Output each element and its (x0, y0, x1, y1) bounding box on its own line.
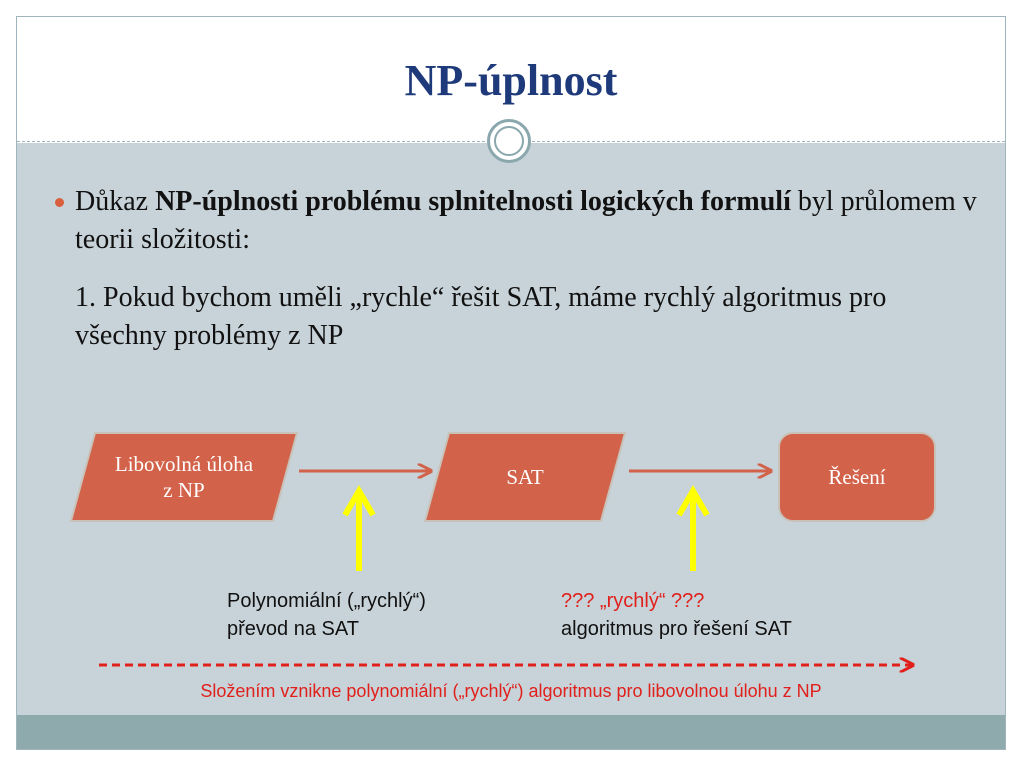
caption-right-line2: algoritmus pro řešení SAT (561, 618, 792, 640)
caption-left-line1: Polynomiální („rychlý“) (227, 590, 426, 612)
bullet-prefix: Důkaz (75, 186, 156, 217)
bullet-bold: NP-úplnosti problému splnitelnosti logických formulí (155, 186, 791, 217)
task-label: Libovolná úloha z NP (114, 452, 254, 502)
slide-title: NP-úplnost (404, 56, 618, 105)
caption-left (227, 587, 426, 643)
caption-right (561, 587, 792, 643)
bullet-suffix: byl průlomem v teorii složitosti: (75, 186, 977, 255)
numbered-point-1: 1. Pokud bychom uměli „rychle“ řešit SAT, máme rychlý algoritmus pro všechny problémy z NP (75, 282, 887, 351)
yellow-arrow-left (345, 491, 373, 571)
caption-right-line1: ??? „rychlý“ ??? (561, 590, 705, 612)
yellow-arrow-right (679, 491, 707, 571)
slide (16, 16, 1006, 750)
sat-label: SAT (506, 465, 544, 489)
caption-left-line2: převod na SAT (227, 618, 359, 640)
footer-band (17, 715, 1005, 749)
solution-label: Řešení (828, 465, 886, 489)
flow-diagram-graphics (17, 17, 1006, 750)
conclusion-text: Složením vznikne polynomiální („rychlý“) algoritmus pro libovolnou úlohu z NP (200, 681, 822, 701)
